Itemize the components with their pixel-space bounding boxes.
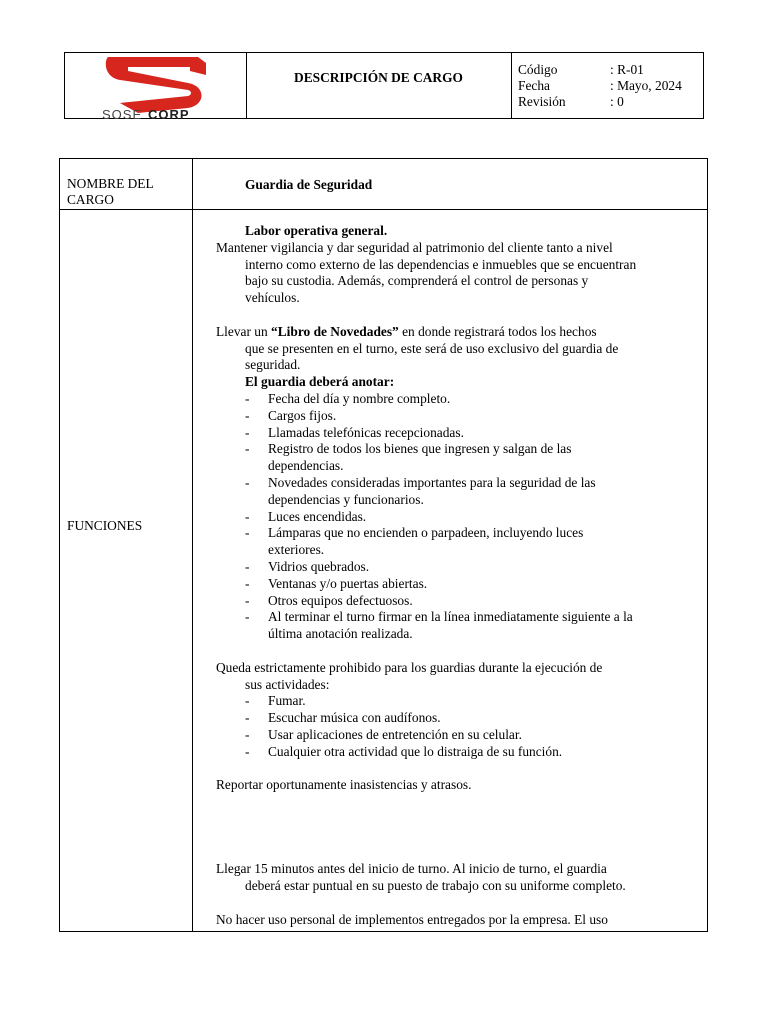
list-item: - Fumar. (245, 693, 306, 709)
document-title: DESCRIPCIÓN DE CARGO (294, 70, 463, 85)
prohibido-list (200, 693, 705, 760)
cargo-name: Guardia de Seguridad (245, 177, 373, 192)
meta-cell: Código : R-01 Fecha : Mayo, 2024 Revisión : 0 (518, 62, 682, 109)
list-item: - Otros equipos defectuosos. (245, 592, 413, 608)
list-item: - Ventanas y/o puertas abiertas. (245, 575, 428, 591)
list-item: - Cargos fijos. (245, 407, 337, 423)
list-item: - Novedades consideradas importantes para la seguridad de las dependencias y funcionarios. (245, 474, 596, 507)
list-item: Mantener vigilancia y dar seguridad al patrimonio del cliente tanto a nivel interno como externo de las dependencias e inmuebles que se encuentran bajo su custodia. Además, comprenderá el control de personas y vehículos. (216, 239, 637, 306)
svg-text:CORP: CORP (148, 107, 190, 119)
logo-cell (65, 53, 247, 118)
list-item: - Usar aplicaciones de entretención en su celular. (245, 726, 522, 742)
column-divider (192, 159, 193, 931)
name-label: NOMBRE DEL CARGO (67, 176, 154, 207)
section-heading: Labor operativa general. (245, 223, 388, 238)
list-item: - Fecha del día y nombre completo. (245, 390, 451, 406)
job-description-table (59, 158, 708, 932)
list-item: - Cualquier otra actividad que lo distraiga de su función. (245, 743, 563, 759)
list-item: - Escuchar música con audífonos. (245, 710, 441, 726)
anotar-list (200, 391, 705, 643)
functions-label: FUNCIONES (67, 518, 143, 533)
list-item: - Vidrios quebrados. (245, 558, 370, 574)
list-item: - Registro de todos los bienes que ingresen y salgan de las dependencias. (245, 441, 572, 474)
document-header (64, 52, 704, 119)
list-item: - Lámparas que no encienden o parpadeen, incluyendo luces exteriores. (245, 525, 584, 558)
svg-text:SOSE: SOSE (102, 107, 143, 119)
list-item: - Al terminar el turno firmar en la línea inmediatamente siguiente a la última anotación realizada. (245, 609, 633, 642)
list-item: Llegar 15 minutos antes del inicio de turno. Al inicio de turno, el guardia deberá estar puntual en su puesto de trabajo con su uniforme completo. (216, 861, 626, 894)
list-item: Queda estrictamente prohibido para los guardias durante la ejecución de sus actividades: (216, 659, 603, 692)
list-item: - Luces encendidas. (245, 508, 367, 524)
title-cell (246, 53, 512, 118)
list-item: No hacer uso personal de implementos entregados por la empresa. El uso (216, 911, 608, 927)
list-item: Reportar oportunamente inasistencias y atrasos. (216, 777, 472, 793)
row-divider (60, 209, 707, 210)
list-item: Llevar un “Libro de Novedades” en donde registrará todos los hechos que se presenten en el turno, este será de uso exclusivo del guardia de seguridad. El guardia deberá anotar: (216, 323, 619, 390)
list-item: - Llamadas telefónicas recepcionadas. (245, 424, 464, 440)
functions-content (200, 223, 705, 928)
